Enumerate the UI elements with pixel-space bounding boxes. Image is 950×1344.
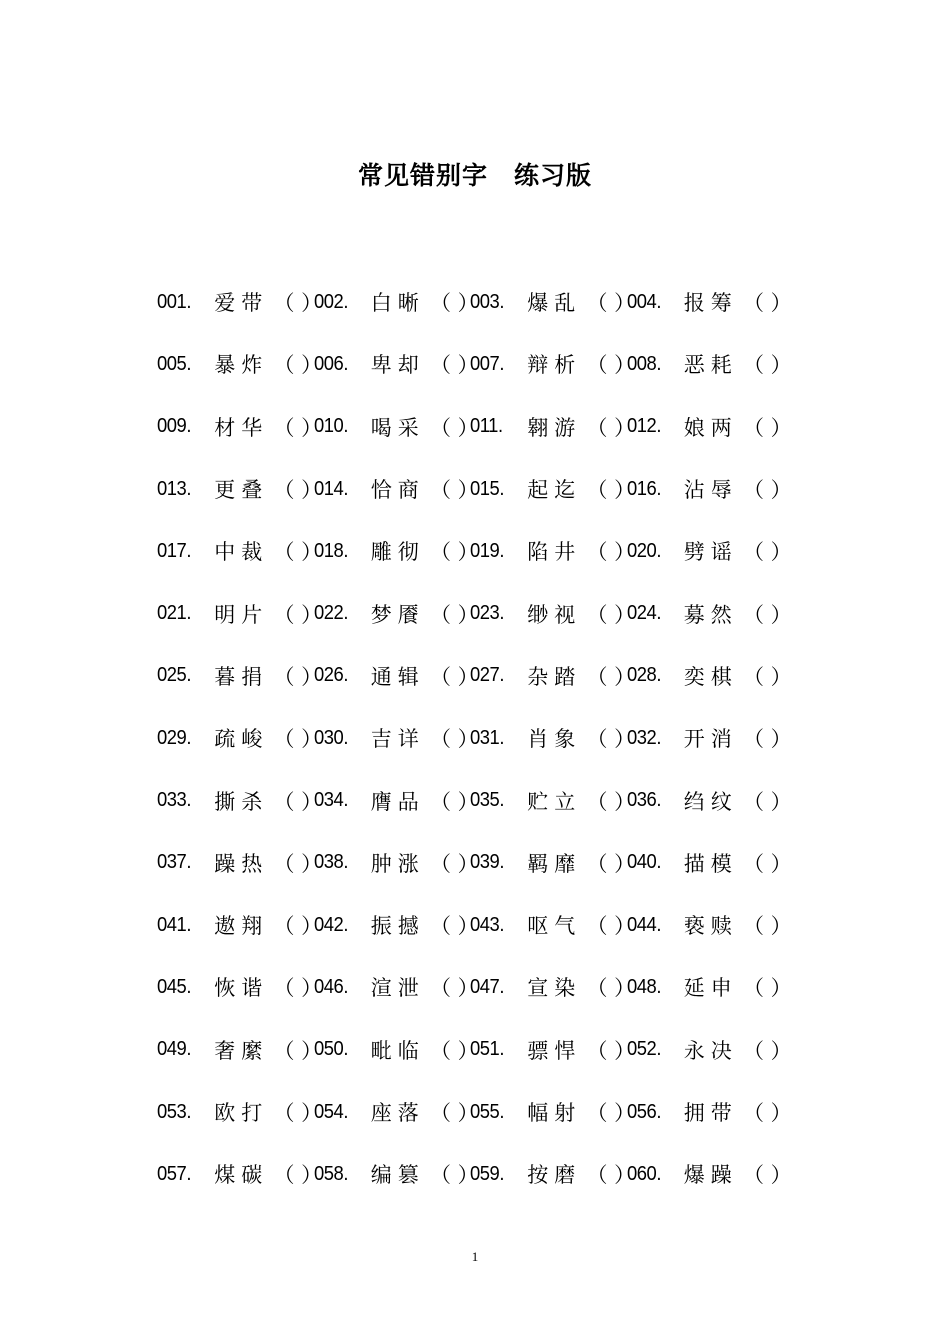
answer-blank[interactable]: （ ） xyxy=(273,353,323,378)
item-word: 辩析 xyxy=(527,353,582,378)
answer-blank[interactable]: （ ） xyxy=(586,664,636,689)
exercise-item xyxy=(626,599,792,629)
item-word: 肿涨 xyxy=(370,851,425,876)
item-number: 038. xyxy=(313,851,348,874)
item-word: 缈视 xyxy=(527,602,582,627)
answer-blank[interactable]: （ ） xyxy=(273,976,323,1001)
answer-blank[interactable]: （ ） xyxy=(430,291,479,316)
item-word: 恶耗 xyxy=(683,353,738,378)
item-word: 骠悍 xyxy=(527,1038,582,1063)
answer-blank[interactable]: （ ） xyxy=(586,291,636,316)
answer-blank[interactable]: （ ） xyxy=(430,727,479,752)
answer-blank[interactable]: （ ） xyxy=(743,291,792,316)
exercise-item xyxy=(157,412,323,442)
item-word: 卑却 xyxy=(370,353,425,378)
item-number: 036. xyxy=(626,789,661,812)
item-word: 描模 xyxy=(683,851,738,876)
item-word: 按磨 xyxy=(527,1163,582,1188)
exercise-item xyxy=(313,1159,479,1189)
item-word: 中裁 xyxy=(214,540,269,565)
item-number: 046. xyxy=(313,975,348,998)
exercise-item xyxy=(157,474,323,504)
answer-blank[interactable]: （ ） xyxy=(586,727,636,752)
item-word: 疏峻 xyxy=(214,727,269,752)
answer-blank[interactable]: （ ） xyxy=(273,602,323,627)
answer-blank[interactable]: （ ） xyxy=(430,664,479,689)
answer-blank[interactable]: （ ） xyxy=(273,914,323,939)
exercise-item xyxy=(157,972,323,1002)
answer-blank[interactable]: （ ） xyxy=(743,415,792,440)
item-word: 幅射 xyxy=(527,1101,582,1125)
answer-blank[interactable]: （ ） xyxy=(430,540,479,565)
item-word: 梦餍 xyxy=(370,602,425,627)
item-number: 051. xyxy=(470,1038,504,1061)
item-number: 055. xyxy=(470,1100,504,1123)
exercise-item xyxy=(626,972,792,1002)
answer-blank[interactable]: （ ） xyxy=(586,851,636,876)
item-word: 贮立 xyxy=(527,789,582,814)
answer-blank[interactable]: （ ） xyxy=(273,851,323,876)
item-word: 募然 xyxy=(683,602,738,627)
exercise-row xyxy=(157,333,797,395)
item-word: 恢谐 xyxy=(214,976,269,1001)
answer-blank[interactable]: （ ） xyxy=(430,353,479,378)
answer-blank[interactable]: （ ） xyxy=(743,540,792,565)
exercise-item xyxy=(470,972,636,1002)
item-word: 杂踏 xyxy=(527,664,582,689)
item-number: 030. xyxy=(313,726,348,749)
item-word: 延申 xyxy=(683,976,738,1001)
exercise-item xyxy=(157,1159,323,1189)
exercise-row xyxy=(157,1143,797,1205)
exercise-item xyxy=(626,661,792,691)
exercise-row xyxy=(157,458,797,520)
item-number: 021. xyxy=(157,602,191,625)
answer-blank[interactable]: （ ） xyxy=(273,789,323,814)
item-number: 006. xyxy=(313,352,348,375)
item-number: 040. xyxy=(626,851,661,874)
item-number: 025. xyxy=(157,664,191,687)
answer-blank[interactable]: （ ） xyxy=(586,353,636,378)
item-word: 暴炸 xyxy=(214,353,269,378)
item-word: 爆乱 xyxy=(527,291,582,316)
exercise-item xyxy=(470,1035,636,1065)
answer-blank[interactable]: （ ） xyxy=(430,602,479,627)
exercise-item xyxy=(157,910,323,940)
item-word: 通辑 xyxy=(370,664,425,689)
exercise-item xyxy=(626,1159,792,1189)
item-number: 058. xyxy=(313,1162,348,1185)
item-number: 060. xyxy=(626,1162,661,1185)
exercise-item xyxy=(626,1035,792,1065)
answer-blank[interactable]: （ ） xyxy=(743,1038,792,1063)
exercise-item xyxy=(157,536,323,566)
page-number: 1 xyxy=(471,1249,479,1264)
item-word: 躁热 xyxy=(214,851,269,876)
item-number: 026. xyxy=(313,664,348,687)
exercise-item xyxy=(470,661,636,691)
item-number: 059. xyxy=(470,1162,504,1185)
item-number: 053. xyxy=(157,1100,191,1123)
answer-blank[interactable]: （ ） xyxy=(430,789,479,814)
answer-blank[interactable]: （ ） xyxy=(430,1101,479,1125)
item-word: 爆躁 xyxy=(683,1163,738,1188)
item-word: 翱游 xyxy=(527,415,582,440)
item-word: 劈谣 xyxy=(683,540,738,565)
item-word: 肖象 xyxy=(527,727,582,752)
answer-blank[interactable]: （ ） xyxy=(743,664,792,689)
item-word: 报筹 xyxy=(683,291,738,316)
exercise-item xyxy=(313,972,479,1002)
item-word: 开消 xyxy=(683,727,738,752)
item-word: 起迄 xyxy=(527,478,582,503)
item-number: 041. xyxy=(157,913,191,936)
answer-blank[interactable]: （ ） xyxy=(273,727,323,752)
answer-blank[interactable]: （ ） xyxy=(586,976,636,1001)
item-number: 039. xyxy=(470,851,504,874)
exercise-item xyxy=(626,412,792,442)
item-word: 呕气 xyxy=(527,914,582,939)
item-number: 031. xyxy=(470,726,504,749)
item-number: 057. xyxy=(157,1162,191,1185)
item-word: 娘两 xyxy=(683,415,738,440)
exercise-item xyxy=(313,536,479,566)
item-number: 023. xyxy=(470,602,504,625)
item-word: 毗临 xyxy=(370,1038,425,1063)
item-number: 020. xyxy=(626,539,661,562)
answer-blank[interactable]: （ ） xyxy=(273,1163,323,1188)
item-number: 050. xyxy=(313,1038,348,1061)
exercise-item xyxy=(626,723,792,753)
answer-blank[interactable]: （ ） xyxy=(586,478,636,503)
exercise-item xyxy=(626,786,792,816)
exercise-item xyxy=(626,536,792,566)
page-title: 常见错别字 练习版 xyxy=(357,161,592,190)
answer-blank[interactable]: （ ） xyxy=(430,1038,479,1063)
item-number: 054. xyxy=(313,1100,348,1123)
item-number: 014. xyxy=(313,477,348,500)
answer-blank[interactable]: （ ） xyxy=(430,851,479,876)
item-word: 绉纹 xyxy=(683,789,738,814)
item-number: 017. xyxy=(157,539,191,562)
exercise-item xyxy=(470,536,636,566)
answer-blank[interactable]: （ ） xyxy=(273,291,323,316)
exercise-item xyxy=(157,661,323,691)
item-number: 049. xyxy=(157,1038,191,1061)
exercise-item xyxy=(626,848,792,878)
exercise-item xyxy=(626,349,792,379)
item-number: 013. xyxy=(157,477,191,500)
answer-blank[interactable]: （ ） xyxy=(743,353,792,378)
item-number: 043. xyxy=(470,913,504,936)
item-word: 爱带 xyxy=(214,291,269,316)
item-word: 膺品 xyxy=(370,789,425,814)
item-number: 007. xyxy=(470,352,504,375)
exercise-item xyxy=(313,1097,479,1127)
item-word: 渲泄 xyxy=(370,976,425,1001)
item-number: 002. xyxy=(313,290,348,313)
item-number: 033. xyxy=(157,789,191,812)
item-word: 座落 xyxy=(370,1101,425,1125)
answer-blank[interactable]: （ ） xyxy=(273,540,323,565)
answer-blank[interactable]: （ ） xyxy=(430,976,479,1001)
item-word: 亵赎 xyxy=(683,914,738,939)
answer-blank[interactable]: （ ） xyxy=(586,1101,636,1125)
item-number: 037. xyxy=(157,851,191,874)
exercise-item xyxy=(470,1159,636,1189)
item-word: 奕棋 xyxy=(683,664,738,689)
item-number: 005. xyxy=(157,352,191,375)
exercise-row xyxy=(157,396,797,458)
exercise-item xyxy=(157,786,323,816)
answer-blank[interactable]: （ ） xyxy=(743,851,792,876)
exercise-item xyxy=(313,661,479,691)
exercise-item xyxy=(470,349,636,379)
exercise-item xyxy=(157,287,323,317)
exercise-item xyxy=(470,848,636,878)
answer-blank[interactable]: （ ） xyxy=(273,415,323,440)
item-number: 008. xyxy=(626,352,661,375)
answer-blank[interactable]: （ ） xyxy=(273,664,323,689)
item-word: 遨翔 xyxy=(214,914,269,939)
exercise-item xyxy=(470,599,636,629)
answer-blank[interactable]: （ ） xyxy=(586,789,636,814)
exercise-item xyxy=(470,287,636,317)
exercise-row xyxy=(157,832,797,894)
answer-blank[interactable]: （ ） xyxy=(743,602,792,627)
answer-blank[interactable]: （ ） xyxy=(586,914,636,939)
exercise-item xyxy=(470,723,636,753)
item-word: 吉详 xyxy=(370,727,425,752)
item-number: 016. xyxy=(626,477,661,500)
item-word: 振撼 xyxy=(370,914,425,939)
exercise-item xyxy=(313,1035,479,1065)
answer-blank[interactable]: （ ） xyxy=(430,1163,479,1188)
item-word: 永决 xyxy=(683,1038,738,1063)
answer-blank[interactable]: （ ） xyxy=(586,602,636,627)
answer-blank[interactable]: （ ） xyxy=(586,1038,636,1063)
answer-blank[interactable]: （ ） xyxy=(586,1163,636,1188)
item-number: 032. xyxy=(626,726,661,749)
exercise-row xyxy=(157,1081,797,1143)
item-number: 028. xyxy=(626,664,661,687)
item-number: 019. xyxy=(470,539,504,562)
answer-blank[interactable]: （ ） xyxy=(743,914,792,939)
exercise-item xyxy=(470,910,636,940)
answer-blank[interactable]: （ ） xyxy=(743,789,792,814)
item-number: 003. xyxy=(470,290,504,313)
answer-blank[interactable]: （ ） xyxy=(430,415,479,440)
exercise-item xyxy=(157,848,323,878)
exercise-row xyxy=(157,769,797,831)
answer-blank[interactable]: （ ） xyxy=(743,976,792,1001)
exercise-item xyxy=(313,599,479,629)
answer-blank[interactable]: （ ） xyxy=(743,727,792,752)
item-word: 沾辱 xyxy=(683,478,738,503)
exercise-item xyxy=(470,1097,636,1127)
exercise-item xyxy=(470,412,636,442)
exercise-row xyxy=(157,271,797,333)
item-word: 暮捐 xyxy=(214,664,269,689)
item-number: 015. xyxy=(470,477,504,500)
exercise-item xyxy=(626,287,792,317)
item-number: 027. xyxy=(470,664,504,687)
answer-blank[interactable]: （ ） xyxy=(586,415,636,440)
exercise-item xyxy=(313,412,479,442)
answer-blank[interactable]: （ ） xyxy=(273,478,323,503)
exercise-item xyxy=(470,786,636,816)
item-number: 056. xyxy=(626,1100,661,1123)
exercise-item xyxy=(313,287,479,317)
exercise-grid xyxy=(157,271,797,1205)
item-word: 编篡 xyxy=(370,1163,425,1188)
item-word: 陷井 xyxy=(527,540,582,565)
exercise-item xyxy=(470,474,636,504)
exercise-row xyxy=(157,520,797,582)
item-number: 048. xyxy=(626,975,661,998)
item-word: 欧打 xyxy=(214,1101,269,1125)
item-number: 024. xyxy=(626,602,661,625)
item-number: 052. xyxy=(626,1038,661,1061)
exercise-row xyxy=(157,582,797,644)
item-word: 宣染 xyxy=(527,976,582,1001)
answer-blank[interactable]: （ ） xyxy=(273,1038,323,1063)
exercise-item xyxy=(313,786,479,816)
answer-blank[interactable]: （ ） xyxy=(430,914,479,939)
item-number: 018. xyxy=(313,539,348,562)
exercise-item xyxy=(157,599,323,629)
item-word: 拥带 xyxy=(683,1101,738,1125)
item-word: 材华 xyxy=(214,415,269,440)
exercise-item xyxy=(313,910,479,940)
item-word: 羁靡 xyxy=(527,851,582,876)
item-word: 煤碳 xyxy=(214,1163,269,1188)
item-word: 白晰 xyxy=(370,291,425,316)
item-number: 009. xyxy=(157,415,191,438)
item-number: 042. xyxy=(313,913,348,936)
exercise-item xyxy=(313,474,479,504)
exercise-item xyxy=(626,910,792,940)
answer-blank[interactable]: （ ） xyxy=(586,540,636,565)
item-number: 001. xyxy=(157,290,191,313)
item-word: 喝采 xyxy=(370,415,425,440)
exercise-row xyxy=(157,645,797,707)
item-number: 035. xyxy=(470,789,504,812)
item-word: 恰商 xyxy=(370,478,425,503)
exercise-row xyxy=(157,1019,797,1081)
item-number: 004. xyxy=(626,290,661,313)
exercise-item xyxy=(157,349,323,379)
item-word: 奢縻 xyxy=(214,1038,269,1063)
exercise-item xyxy=(157,723,323,753)
item-number: 045. xyxy=(157,975,191,998)
exercise-row xyxy=(157,894,797,956)
item-word: 明片 xyxy=(214,602,269,627)
item-number: 044. xyxy=(626,913,661,936)
exercise-row xyxy=(157,956,797,1018)
item-number: 011. xyxy=(470,415,503,438)
item-word: 更叠 xyxy=(214,478,269,503)
exercise-item xyxy=(626,1097,792,1127)
answer-blank[interactable]: （ ） xyxy=(273,1101,323,1125)
exercise-item xyxy=(313,349,479,379)
exercise-item xyxy=(626,474,792,504)
item-number: 010. xyxy=(313,415,348,438)
exercise-row xyxy=(157,707,797,769)
exercise-item xyxy=(313,848,479,878)
item-word: 雕彻 xyxy=(370,540,425,565)
answer-blank[interactable]: （ ） xyxy=(743,1163,792,1188)
item-number: 047. xyxy=(470,975,504,998)
item-number: 012. xyxy=(626,415,661,438)
answer-blank[interactable]: （ ） xyxy=(430,478,479,503)
item-number: 034. xyxy=(313,789,348,812)
answer-blank[interactable]: （ ） xyxy=(743,478,792,503)
item-number: 022. xyxy=(313,602,348,625)
exercise-item xyxy=(157,1097,323,1127)
exercise-item xyxy=(313,723,479,753)
answer-blank[interactable]: （ ） xyxy=(743,1101,792,1125)
exercise-item xyxy=(157,1035,323,1065)
item-number: 029. xyxy=(157,726,191,749)
item-word: 撕杀 xyxy=(214,789,269,814)
